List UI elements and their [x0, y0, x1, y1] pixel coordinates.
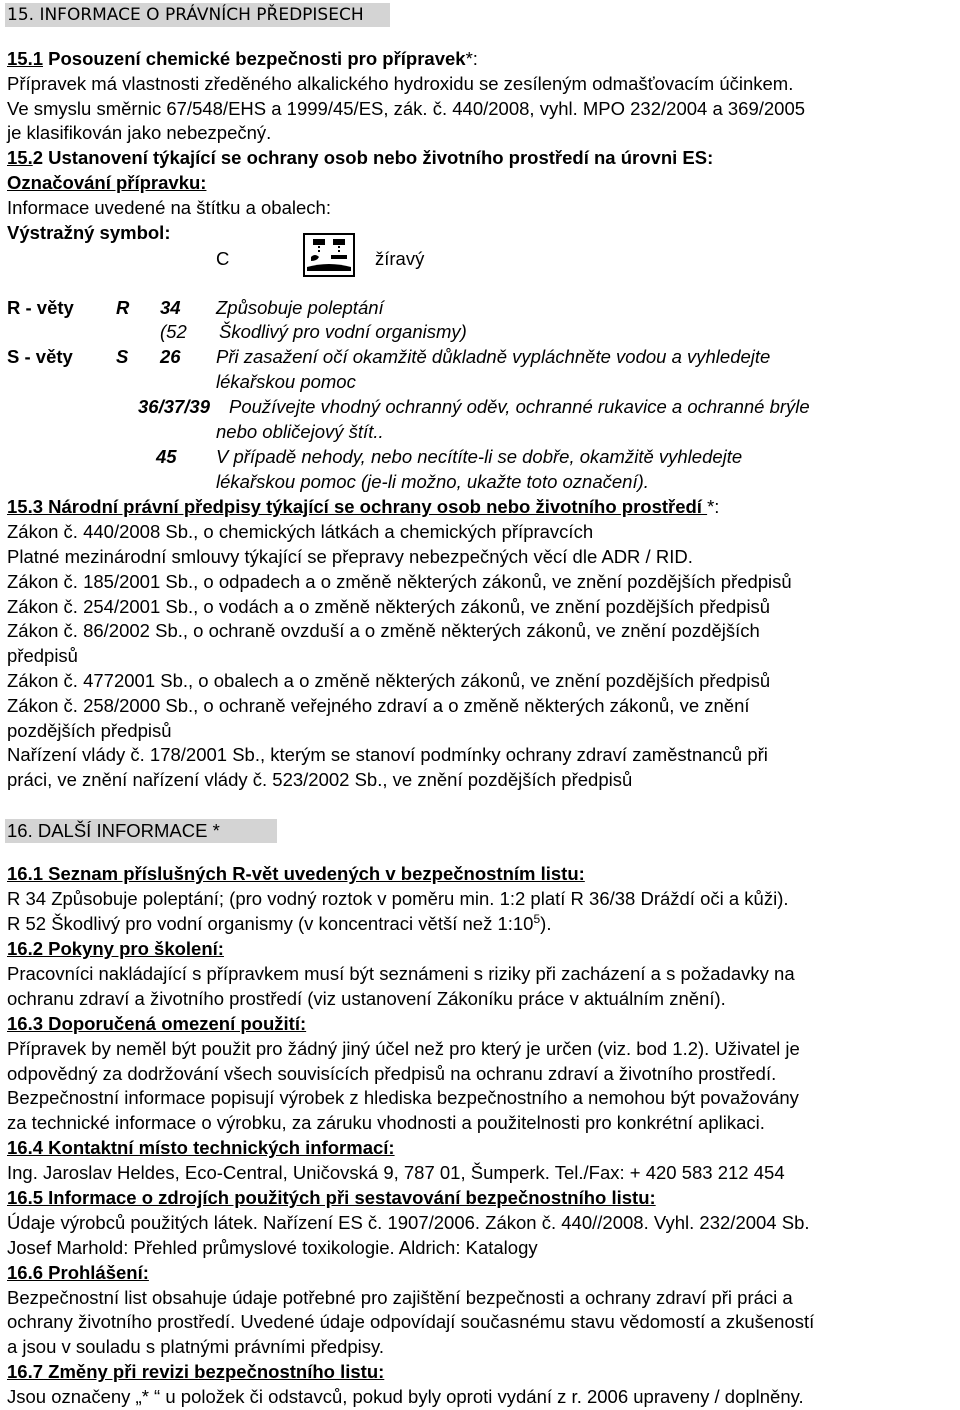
label-info: Informace uvedené na štítku a obalech: — [7, 197, 331, 218]
section-16-3-line: odpovědný za dodržování všech souvisících předpisů na ochranu zdraví a životního prostředí. — [7, 1063, 777, 1084]
section-16-3-title: Doporučená omezení použití: — [43, 1013, 307, 1034]
section-15-1-line: Přípravek má vlastnosti zředěného alkalického hydroxidu se zesíleným odmašťovacím účinkem. — [7, 73, 794, 94]
section-16-2-line: ochranu zdraví a životního prostředí (viz ustanovení Zákoníku práce v aktuálním znění). — [7, 988, 726, 1009]
section-16-5-heading — [7, 1187, 656, 1209]
law-description: , o vodách a o změně některých zákonů, ve znění pozdějších předpisů — [193, 596, 771, 617]
r-phrase-text: Způsobuje poleptání — [216, 297, 384, 318]
section-15-1-title: Posouzení chemické bezpečnosti pro přípravek — [43, 48, 466, 69]
s-phrase-code: 36/37/39 — [138, 396, 211, 417]
section-16-3-line: Bezpečnostní informace popisují výrobek z hlediska bezpečnostního a nemohou být považovány — [7, 1087, 799, 1108]
section-15-title: 15. INFORMACE O PRÁVNÍCH PŘEDPISECH — [7, 5, 364, 25]
law-name: Zákon č. 86/2002 Sb. — [7, 620, 183, 641]
law-description: Platné mezinárodní smlouvy týkající se přepravy nebezpečných věcí dle ADR / RID. — [7, 546, 693, 567]
section-15-3-heading — [7, 496, 719, 518]
section-15-1-line: Ve smyslu směrnic 67/548/EHS a 1999/45/ES, zák. č. 440/2008, vyhl. MPO 232/2004 a 369/2005 — [7, 98, 806, 119]
section-16-6-line: Bezpečnostní list obsahuje údaje potřebné pro zajištění bezpečnosti a ochrany zdraví při práci a — [7, 1287, 793, 1308]
s-phrase-code: 26 — [160, 346, 181, 367]
section-16-6-heading — [7, 1262, 149, 1284]
law-item — [7, 769, 632, 791]
section-16-5-number: 16.5 — [7, 1187, 44, 1208]
section-15-2-heading — [7, 147, 713, 169]
section-15-3-title: 3 Národní právní předpisy týkající se ochrany osob nebo životního prostředí — [32, 496, 708, 517]
r52-exponent: 5 — [533, 911, 541, 926]
section-16-4-title: Kontaktní místo technických informací: — [43, 1137, 395, 1158]
law-item — [7, 744, 768, 766]
law-description: , o obalech a o změně některých zákonů, ve znění pozdějších předpisů — [188, 670, 771, 691]
law-item — [7, 620, 760, 642]
section-16-7-number: 16.7 — [7, 1361, 44, 1382]
section-16-2-line: Pracovníci nakládající s přípravkem musí být seznámeni s riziky při zacházení a s požadavky na — [7, 963, 795, 984]
contact-line: Ing. Jaroslav Heldes, Eco-Central, Uničovská 9, 787 01, Šumperk. Tel./Fax: + 420 583 212 454 — [7, 1162, 785, 1183]
law-description: , o ochraně veřejného zdraví a o změně některých zákonů, ve znění — [193, 695, 750, 716]
section-16-7-heading — [7, 1361, 384, 1383]
s-phrases-label: S - věty — [7, 346, 73, 367]
section-16-4-number: 16.4 — [7, 1137, 44, 1158]
section-16-1-title: Seznam příslušných R-vět uvedených v bezpečnostním listu: — [43, 863, 585, 884]
section-16-3-heading — [7, 1013, 306, 1035]
s-phrase-code: 45 — [156, 446, 177, 467]
section-16-7-title: Změny při revizi bezpečnostního listu: — [43, 1361, 385, 1382]
section-16-6-line: a jsou v souladu s platnými právními předpisy. — [7, 1336, 385, 1357]
section-16-6-title: Prohlášení: — [43, 1262, 149, 1283]
section-15-1-heading — [7, 48, 478, 70]
symbol-name: žíravý — [375, 248, 425, 269]
s-phrase-text: lékařskou pomoc (je-li možno, ukažte toto označení). — [216, 471, 649, 492]
section-16-1-line — [7, 913, 551, 935]
law-item — [7, 645, 78, 667]
section-16-3-line: Přípravek by neměl být použit pro žádný jiný účel než pro který je určen (viz. bod 1.2). Uživatel je — [7, 1038, 800, 1059]
r-letter: R — [116, 297, 130, 318]
law-item — [7, 670, 770, 692]
law-item — [7, 695, 750, 717]
s-phrase-text: lékařskou pomoc — [216, 371, 356, 392]
section-16-2-heading — [7, 938, 224, 960]
section-16-3-line: za technické informace o výrobku, za záruku vhodnosti a použitelnosti pro konkrétní aplikaci. — [7, 1112, 765, 1133]
s-phrase-text: Používejte vhodný ochranný oděv, ochranné rukavice a ochranné brýle — [229, 396, 810, 417]
r-phrases-label: R - věty — [7, 297, 74, 318]
section-16-6-line: ochrany životního prostředí. Uvedené údaje odpovídají současnému stavu vědomostí a zkušeností — [7, 1311, 815, 1332]
r-phrase-text: Škodlivý pro vodní organismy) — [219, 321, 467, 342]
law-name: Zákon č. 254/2001 Sb. — [7, 596, 194, 617]
section-16-5-line: Josef Marhold: Přehled průmyslové toxikologie. Aldrich: Katalogy — [7, 1237, 538, 1258]
section-16-2-title: Pokyny pro školení: — [43, 938, 224, 959]
law-description: , o ochraně ovzduší a o změně některých zákonů, ve znění pozdějších — [182, 620, 760, 641]
section-16-5-line: Údaje výrobců použitých látek. Nařízení ES č. 1907/2006. Zákon č. 440//2008. Vyhl. 232/2004 Sb. — [7, 1212, 810, 1233]
law-description: , o odpadech a o změně některých zákonů, ve znění pozdějších předpisů — [193, 571, 792, 592]
section-16-1-line: R 34 Způsobuje poleptání; (pro vodný roztok v poměru min. 1:2 platí R 36/38 Dráždí oči a kůži). — [7, 888, 789, 909]
law-item — [7, 546, 693, 568]
section-15-1-number: 15.1 — [7, 48, 44, 69]
labeling-heading: Označování přípravku: — [7, 172, 207, 193]
section-15-1-star: *: — [465, 48, 478, 69]
section-15-3-star: *: — [707, 496, 720, 517]
section-16-4-heading — [7, 1137, 395, 1159]
section-16-1-number: 16.1 — [7, 863, 44, 884]
section-16-5-title: Informace o zdrojích použitých při sestavování bezpečnostního listu: — [43, 1187, 656, 1208]
law-description: práci, ve znění nařízení vlády č. 523/2002 Sb., ve znění pozdějších předpisů — [7, 769, 633, 790]
law-name: Zákon č. 440/2008 Sb. — [7, 521, 194, 542]
law-description: , o chemických látkách a chemických přípravcích — [193, 521, 594, 542]
section-15-2-title: 2 Ustanovení týkající se ochrany osob nebo životního prostředí na úrovni ES: — [32, 147, 714, 168]
law-description: předpisů — [7, 645, 78, 666]
law-name: Zákon č. 185/2001 Sb. — [7, 571, 194, 592]
s-letter: S — [116, 346, 129, 367]
symbol-code: C — [216, 248, 230, 269]
law-name: Zákon č. 258/2000 Sb. — [7, 695, 194, 716]
law-item — [7, 571, 792, 593]
law-name: Zákon č. 4772001 Sb. — [7, 670, 189, 691]
r-phrase-code: (52 — [160, 321, 187, 342]
s-phrase-text: nebo obličejový štít.. — [216, 421, 384, 442]
section-16-title: 16. DALŠÍ INFORMACE * — [7, 820, 220, 841]
s-phrase-text: Při zasažení očí okamžitě důkladně vypláchněte vodou a vyhledejte — [216, 346, 771, 367]
section-16-7-line: Jsou označeny „* “ u položek či odstavců, pokud byly oproti vydání z r. 2006 upraveny / doplněny. — [7, 1386, 804, 1407]
law-description: pozdějších předpisů — [7, 720, 172, 741]
r52-text-end: ). — [540, 913, 552, 934]
section-15-1-line: je klasifikován jako nebezpečný. — [7, 122, 272, 143]
law-item — [7, 521, 593, 543]
section-16-2-number: 16.2 — [7, 938, 44, 959]
law-name: Nařízení vlády č. 178/2001 Sb. — [7, 744, 260, 765]
section-15-2-number: 15. — [7, 147, 33, 168]
s-phrase-text: V případě nehody, nebo necítíte-li se dobře, okamžitě vyhledejte — [216, 446, 743, 467]
section-16-1-heading — [7, 863, 585, 885]
r-phrase-code: 34 — [160, 297, 181, 318]
corrosive-hazard-icon — [303, 233, 355, 277]
law-item — [7, 596, 770, 618]
section-16-6-number: 16.6 — [7, 1262, 44, 1283]
section-15-3-number: 15. — [7, 496, 33, 517]
law-item — [7, 720, 172, 742]
section-16-3-number: 16.3 — [7, 1013, 44, 1034]
warning-symbol-label: Výstražný symbol: — [7, 222, 171, 243]
law-description: , kterým se stanoví podmínky ochrany zdraví zaměstnanců při — [259, 744, 768, 765]
r52-text: R 52 Škodlivý pro vodní organismy (v koncentraci větší než 1:10 — [7, 913, 534, 934]
